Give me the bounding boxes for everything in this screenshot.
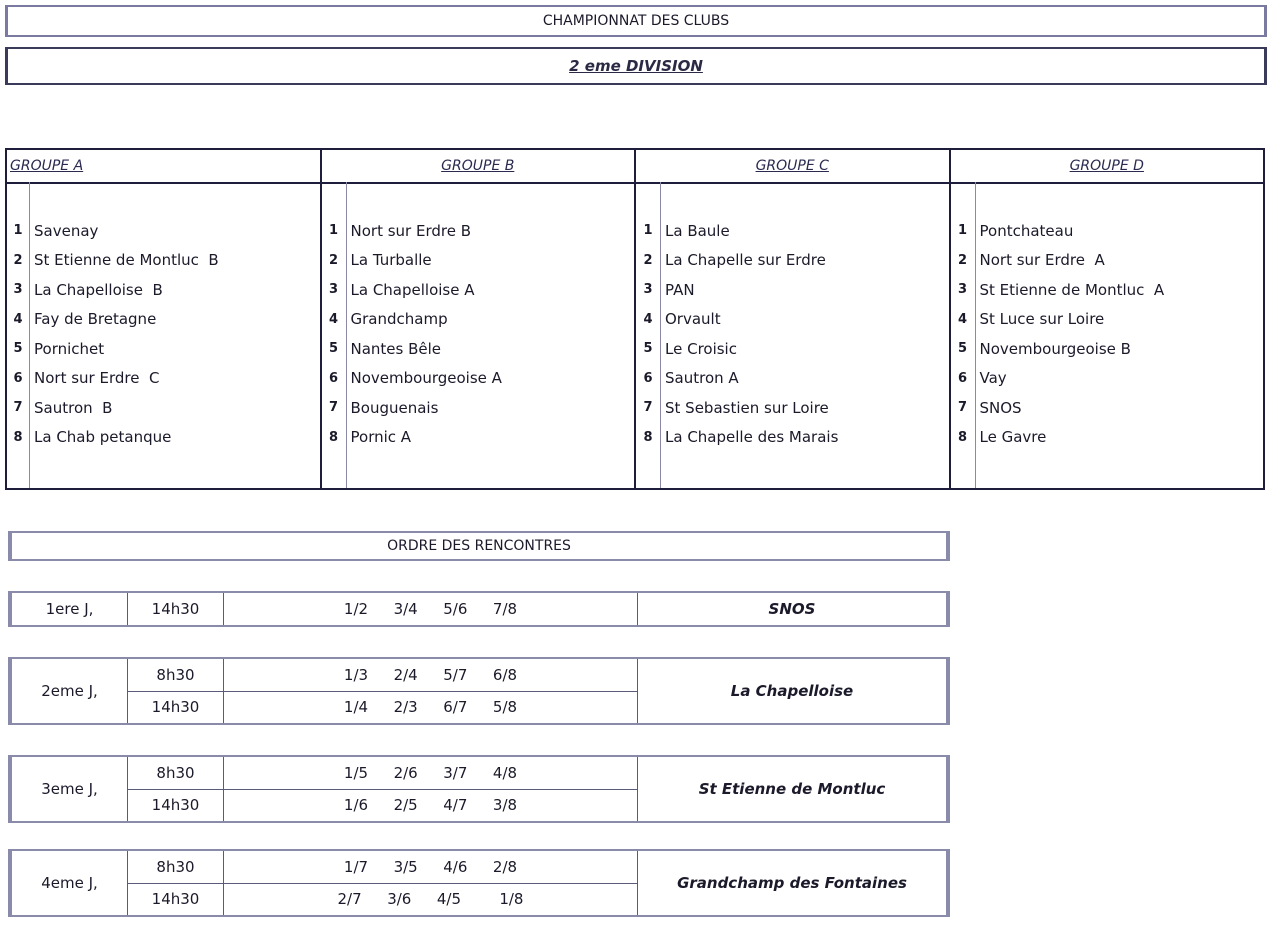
team-name: Grandchamp: [350, 310, 448, 329]
schedule-title: ORDRE DES RENCONTRES: [387, 538, 571, 554]
round-pairings: 1/2 3/4 5/6 7/8: [224, 593, 638, 625]
round-times: [128, 757, 224, 821]
round-day: 3eme J,: [12, 757, 128, 821]
team-number: 8: [13, 429, 23, 445]
group-column: [7, 150, 322, 488]
team-row: [7, 275, 320, 305]
team-name: Le Gavre: [979, 428, 1047, 447]
team-name: La Chapelloise A: [350, 280, 475, 299]
round-time: 8h30: [128, 851, 223, 884]
team-number: 5: [13, 341, 23, 357]
round-times: [128, 659, 224, 723]
team-number: 3: [643, 282, 653, 298]
round-pairings: 2/7 3/6 4/5 1/8: [337, 890, 524, 909]
group-header: [636, 150, 949, 184]
round-pairings: 1/5 2/6 3/7 4/8: [224, 757, 637, 790]
team-name: La Baule: [665, 221, 730, 240]
team-row: [636, 216, 949, 246]
team-name: SNOS: [979, 398, 1022, 417]
team-number: 2: [13, 252, 23, 268]
team-row: [7, 216, 320, 246]
team-name: Le Croisic: [665, 339, 737, 358]
team-name: Bouguenais: [350, 398, 439, 417]
round-pairings: 1/6 2/5 4/7 3/8: [343, 796, 518, 815]
team-row: [7, 393, 320, 423]
team-list: [636, 216, 949, 452]
team-name: La Chapelle sur Erdre: [665, 251, 826, 270]
team-number: 5: [957, 341, 968, 357]
team-name: Nantes Bêle: [350, 339, 442, 358]
team-number: 3: [328, 282, 339, 298]
team-number: 4: [957, 311, 968, 327]
round-day: 1ere J,: [12, 593, 128, 625]
team-row: [636, 305, 949, 335]
group-header: [951, 150, 1264, 184]
round-time: 8h30: [128, 757, 223, 790]
team-row: [636, 423, 949, 453]
team-name: Pontchateau: [979, 221, 1074, 240]
team-row: [951, 275, 1264, 305]
round-times: [128, 851, 224, 915]
round-pairings: 1/7 3/5 4/6 2/8: [224, 851, 637, 884]
round-venue: La Chapelloise: [730, 682, 854, 700]
team-number: 6: [643, 370, 653, 386]
round-row: [8, 755, 950, 823]
team-number: 3: [957, 282, 968, 298]
team-row: [951, 364, 1264, 394]
championship-title-box: [5, 5, 1267, 37]
team-row: [7, 334, 320, 364]
group-header: [322, 150, 635, 184]
team-name: St Sebastien sur Loire: [665, 398, 829, 417]
team-row: [322, 364, 635, 394]
team-name: Pornic A: [350, 428, 412, 447]
team-name: La Chab petanque: [34, 428, 172, 447]
team-name: La Chapelloise B: [34, 280, 163, 299]
team-number: 7: [643, 400, 653, 416]
team-list: [7, 216, 320, 452]
team-row: [322, 246, 635, 276]
team-row: [951, 216, 1264, 246]
team-number: 8: [328, 429, 339, 445]
team-row: [951, 334, 1264, 364]
team-list: [322, 216, 635, 452]
team-row: [636, 275, 949, 305]
team-name: Orvault: [665, 310, 721, 329]
team-number: 1: [13, 223, 23, 239]
team-number: 1: [957, 223, 968, 239]
team-number: 6: [957, 370, 968, 386]
team-row: [951, 393, 1264, 423]
division-title: 2 eme DIVISION: [569, 57, 703, 75]
team-row: [322, 216, 635, 246]
round-time: 8h30: [128, 659, 223, 692]
round-row: [8, 657, 950, 725]
team-list: [951, 216, 1264, 452]
team-number: 1: [328, 223, 339, 239]
round-venue: SNOS: [768, 600, 816, 618]
team-row: [322, 275, 635, 305]
team-name: Novembourgeoise A: [350, 369, 502, 388]
round-pairings: 1/3 2/4 5/7 6/8: [224, 659, 637, 692]
round-day: 2eme J,: [12, 659, 128, 723]
round-row: [8, 591, 950, 627]
team-number: 7: [13, 400, 23, 416]
team-name: Vay: [979, 369, 1007, 388]
team-row: [636, 364, 949, 394]
team-row: [322, 334, 635, 364]
team-row: [322, 393, 635, 423]
team-number: 1: [643, 223, 653, 239]
round-pairings: 1/4 2/3 6/7 5/8: [343, 698, 518, 717]
team-row: [951, 305, 1264, 335]
championship-title: CHAMPIONNAT DES CLUBS: [542, 13, 730, 29]
team-number: 5: [328, 341, 339, 357]
group-label: GROUPE A: [10, 158, 84, 174]
team-number: 6: [328, 370, 339, 386]
team-number: 4: [13, 311, 23, 327]
team-number: 3: [13, 282, 23, 298]
team-row: [7, 305, 320, 335]
division-title-box: [5, 47, 1267, 85]
round-pairings-list: [224, 659, 638, 723]
team-row: [636, 334, 949, 364]
group-column: [951, 150, 1264, 488]
team-name: St Luce sur Loire: [979, 310, 1105, 329]
group-column: [636, 150, 951, 488]
round-time: 14h30: [128, 593, 224, 625]
round-row: [8, 849, 950, 917]
round-time: 14h30: [151, 890, 200, 909]
team-name: Pornichet: [34, 339, 105, 358]
team-row: [636, 393, 949, 423]
team-row: [7, 246, 320, 276]
team-number: 5: [643, 341, 653, 357]
team-number: 2: [957, 252, 968, 268]
team-number: 8: [643, 429, 653, 445]
team-number: 7: [328, 400, 339, 416]
team-name: Sautron B: [34, 398, 113, 417]
team-row: [322, 423, 635, 453]
team-row: [951, 246, 1264, 276]
group-label: GROUPE C: [755, 158, 829, 174]
group-label: GROUPE D: [1069, 158, 1144, 174]
team-name: Nort sur Erdre B: [350, 221, 471, 240]
team-row: [7, 423, 320, 453]
schedule-title-box: [8, 531, 950, 561]
round-venue: Grandchamp des Fontaines: [677, 874, 907, 892]
round-venue: St Etienne de Montluc: [698, 780, 886, 798]
group-label: GROUPE B: [441, 158, 515, 174]
round-time: 14h30: [151, 698, 200, 717]
team-number: 4: [643, 311, 653, 327]
team-row: [7, 364, 320, 394]
team-name: Novembourgeoise B: [979, 339, 1131, 358]
team-number: 4: [328, 311, 339, 327]
groups-table: [5, 148, 1265, 490]
team-name: La Chapelle des Marais: [665, 428, 839, 447]
team-number: 6: [13, 370, 23, 386]
round-pairings-list: [224, 757, 638, 821]
team-number: 2: [328, 252, 339, 268]
team-number: 2: [643, 252, 653, 268]
team-name: La Turballe: [350, 251, 432, 270]
round-time: 14h30: [151, 796, 200, 815]
group-column: [322, 150, 637, 488]
team-number: 7: [957, 400, 968, 416]
team-row: [951, 423, 1264, 453]
group-header: [7, 150, 320, 184]
round-day: 4eme J,: [12, 851, 128, 915]
team-name: Fay de Bretagne: [34, 310, 157, 329]
team-name: St Etienne de Montluc A: [979, 280, 1165, 299]
team-name: PAN: [665, 280, 695, 299]
team-name: Savenay: [34, 221, 99, 240]
team-name: St Etienne de Montluc B: [34, 251, 219, 270]
team-name: Nort sur Erdre C: [34, 369, 160, 388]
team-name: Nort sur Erdre A: [979, 251, 1105, 270]
team-name: Sautron A: [665, 369, 739, 388]
round-pairings-list: [224, 851, 638, 915]
team-row: [322, 305, 635, 335]
team-number: 8: [957, 429, 968, 445]
team-row: [636, 246, 949, 276]
